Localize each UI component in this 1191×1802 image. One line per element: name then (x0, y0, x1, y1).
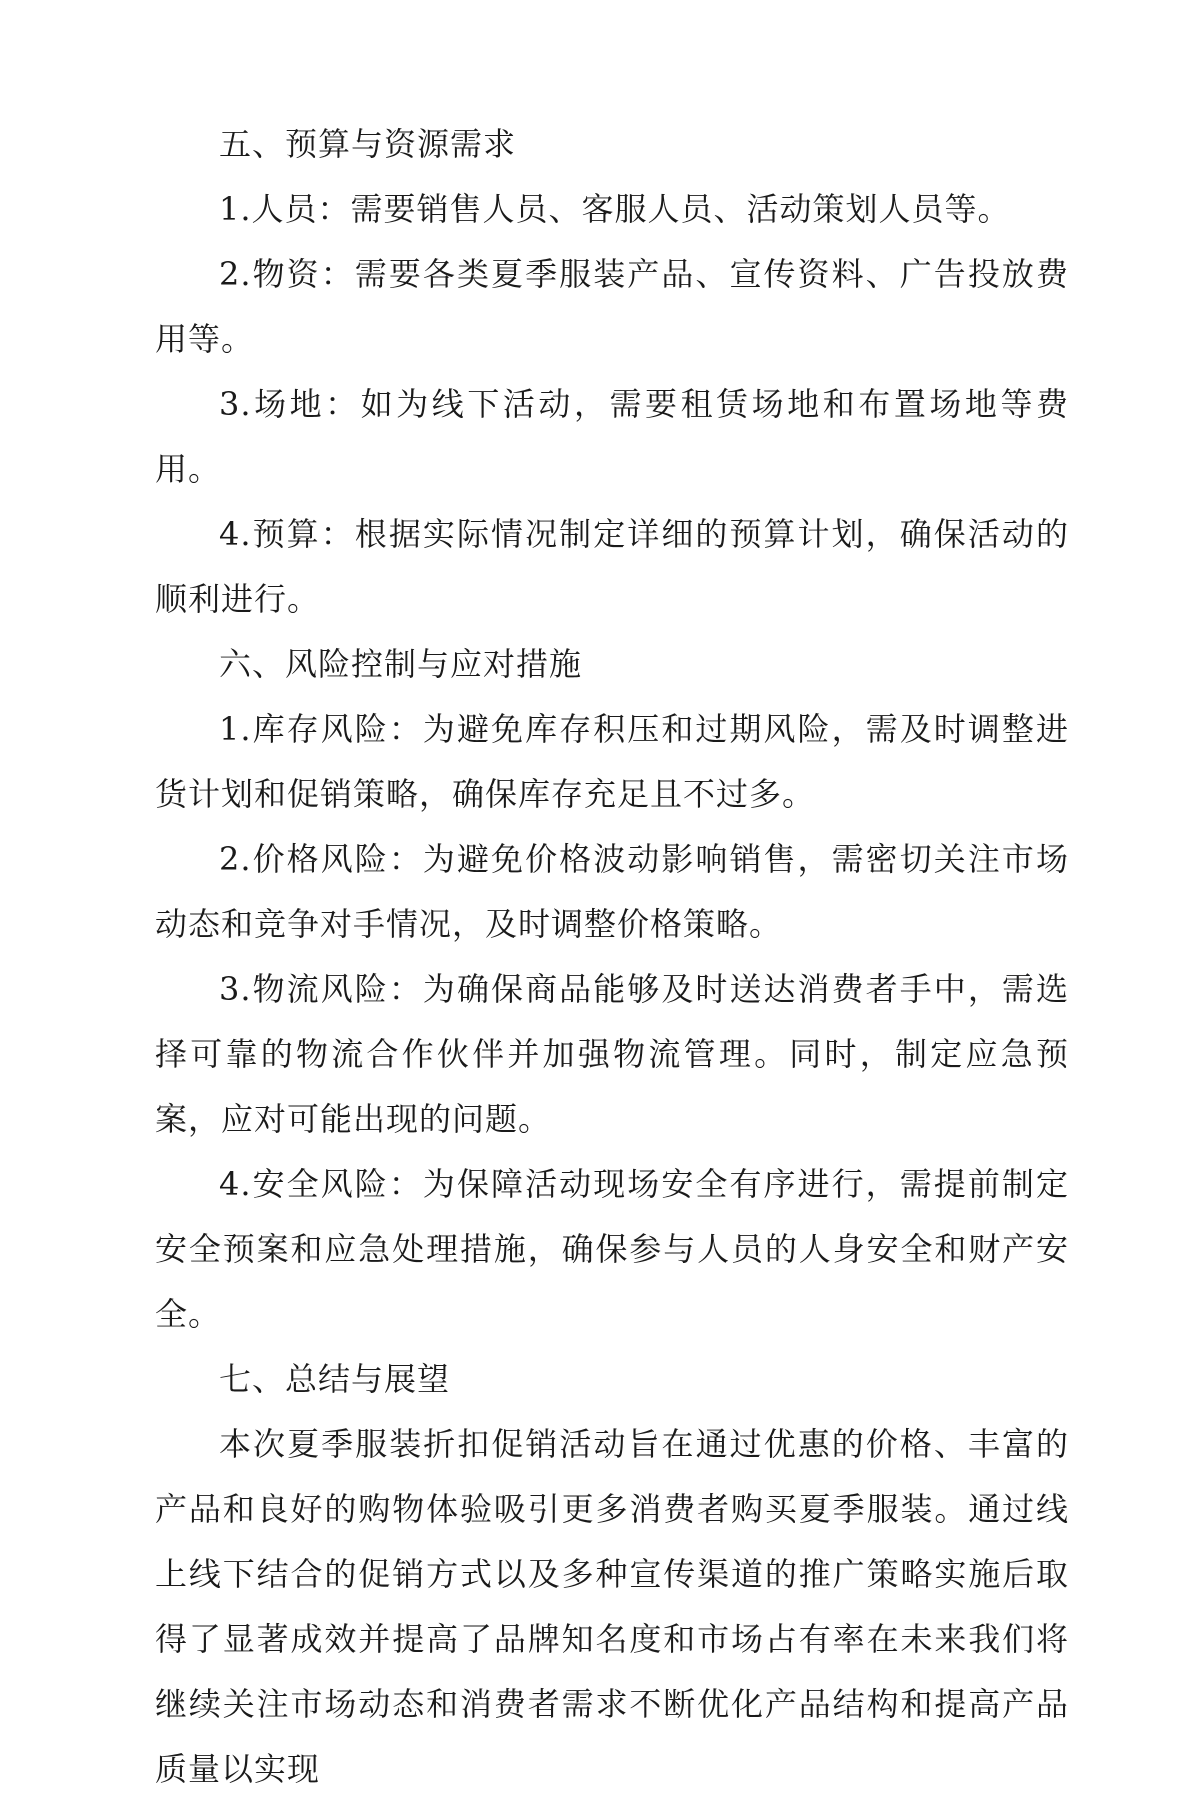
section-heading-risk: 六、风险控制与应对措施 (219, 645, 583, 683)
paragraph-materials: 2.物资：需要各类夏季服装产品、宣传资料、广告投放费用等。 (155, 255, 1069, 358)
paragraph-venue: 3.场地：如为线下活动，需要租赁场地和布置场地等费用。 (155, 385, 1069, 488)
section-heading-budget: 五、预算与资源需求 (219, 125, 517, 163)
document-body (155, 112, 1069, 1802)
paragraph-safety-risk: 4.安全风险：为保障活动现场安全有序进行，需提前制定安全预案和应急处理措施，确保参与人员的人身安全和财产安全。 (155, 1165, 1069, 1333)
paragraph-inventory-risk: 1.库存风险：为避免库存积压和过期风险，需及时调整进货计划和促销策略，确保库存充足且不过多。 (155, 710, 1069, 813)
paragraph-summary: 本次夏季服装折扣促销活动旨在通过优惠的价格、丰富的产品和良好的购物体验吸引更多消费者购买夏季服装。通过线上线下结合的促销方式以及多种宣传渠道的推广策略实施后取得了显著成效并提高了品牌知名度和市场占有率在未来我们将继续关注市场动态和消费者需求不断优化产品结构和提高产品质量以实现 (155, 1425, 1069, 1788)
paragraph-budget: 4.预算：根据实际情况制定详细的预算计划，确保活动的顺利进行。 (155, 515, 1069, 618)
paragraph-logistics-risk: 3.物流风险：为确保商品能够及时送达消费者手中，需选择可靠的物流合作伙伴并加强物流管理。同时，制定应急预案，应对可能出现的问题。 (155, 970, 1069, 1138)
paragraph-price-risk: 2.价格风险：为避免价格波动影响销售，需密切关注市场动态和竞争对手情况，及时调整价格策略。 (155, 840, 1069, 943)
section-heading-summary: 七、总结与展望 (219, 1360, 451, 1398)
paragraph-personnel: 1.人员：需要销售人员、客服人员、活动策划人员等。 (219, 190, 1011, 228)
